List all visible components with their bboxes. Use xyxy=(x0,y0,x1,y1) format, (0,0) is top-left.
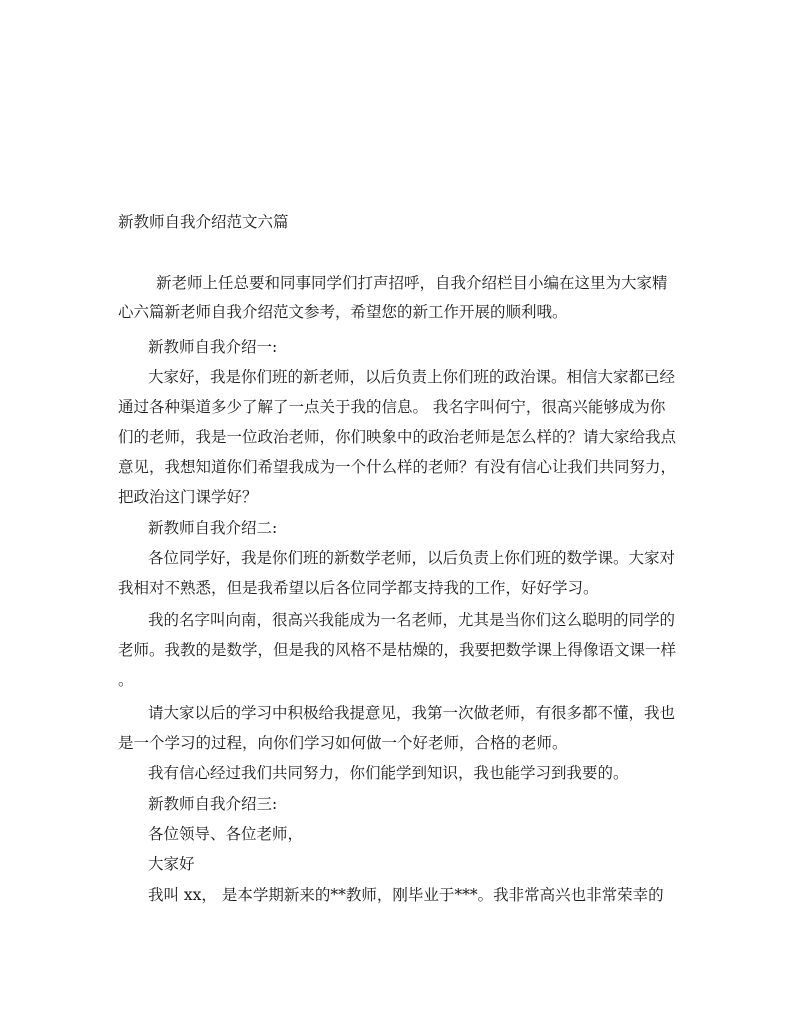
paragraph-line: 各位同学好，我是你们班的新数学老师，以后负责上你们班的数学课。大家对 xyxy=(148,549,676,567)
paragraph-line: 通过各种渠道多少了解了一点关于我的信息。 我名字叫何宁，很高兴能够成为你 xyxy=(118,398,666,416)
paragraph-line: 我相对不熟悉，但是我希望以后各位同学都支持我的工作，好好学习。 xyxy=(118,579,599,597)
document-title: 新教师自我介绍范文六篇 xyxy=(118,213,289,231)
paragraph-line: 。 xyxy=(118,671,134,689)
paragraph-line: 老师。我教的是数学，但是我的风格不是枯燥的，我要把数学课上得像语文课一样 xyxy=(118,641,677,659)
paragraph-line: 请大家以后的学习中积极给我提意见，我第一次做老师，有很多都不懂，我也 xyxy=(148,704,676,722)
paragraph-line: 是一个学习的过程，向你们学习如何做一个好老师，合格的老师。 xyxy=(118,734,568,752)
section-heading: 新教师自我介绍二: xyxy=(148,519,278,537)
section-heading: 新教师自我介绍一: xyxy=(148,338,278,356)
paragraph-line: 新老师上任总要和同事同学们打声招呼，自我介绍栏目小编在这里为大家精 xyxy=(156,274,668,292)
paragraph-line: 把政治这门课学好？ xyxy=(118,488,258,506)
paragraph-line: 们的老师，我是一位政治老师，你们映象中的政治老师是怎么样的？请大家给我点 xyxy=(118,428,677,446)
paragraph-line: 我叫 xx， 是本学期新来的**教师，刚毕业于***。我非常高兴也非常荣幸的 xyxy=(148,886,664,904)
paragraph-line: 意见，我想知道你们希望我成为一个什么样的老师？有没有信心让我们共同努力， xyxy=(118,458,677,476)
paragraph-line: 各位领导、各位老师， xyxy=(148,825,304,843)
paragraph-line: 我的名字叫向南，很高兴我能成为一名老师，尤其是当你们这么聪明的同学的 xyxy=(148,611,676,629)
section-heading: 新教师自我介绍三: xyxy=(148,795,278,813)
paragraph-line: 我有信心经过我们共同努力，你们能学到知识，我也能学习到我要的。 xyxy=(148,764,629,782)
paragraph-line: 大家好，我是你们班的新老师，以后负责上你们班的政治课。相信大家都已经 xyxy=(148,368,676,386)
paragraph-line: 大家好 xyxy=(148,855,195,873)
paragraph-line: 心六篇新老师自我介绍范文参考，希望您的新工作开展的顺利哦。 xyxy=(118,303,568,321)
